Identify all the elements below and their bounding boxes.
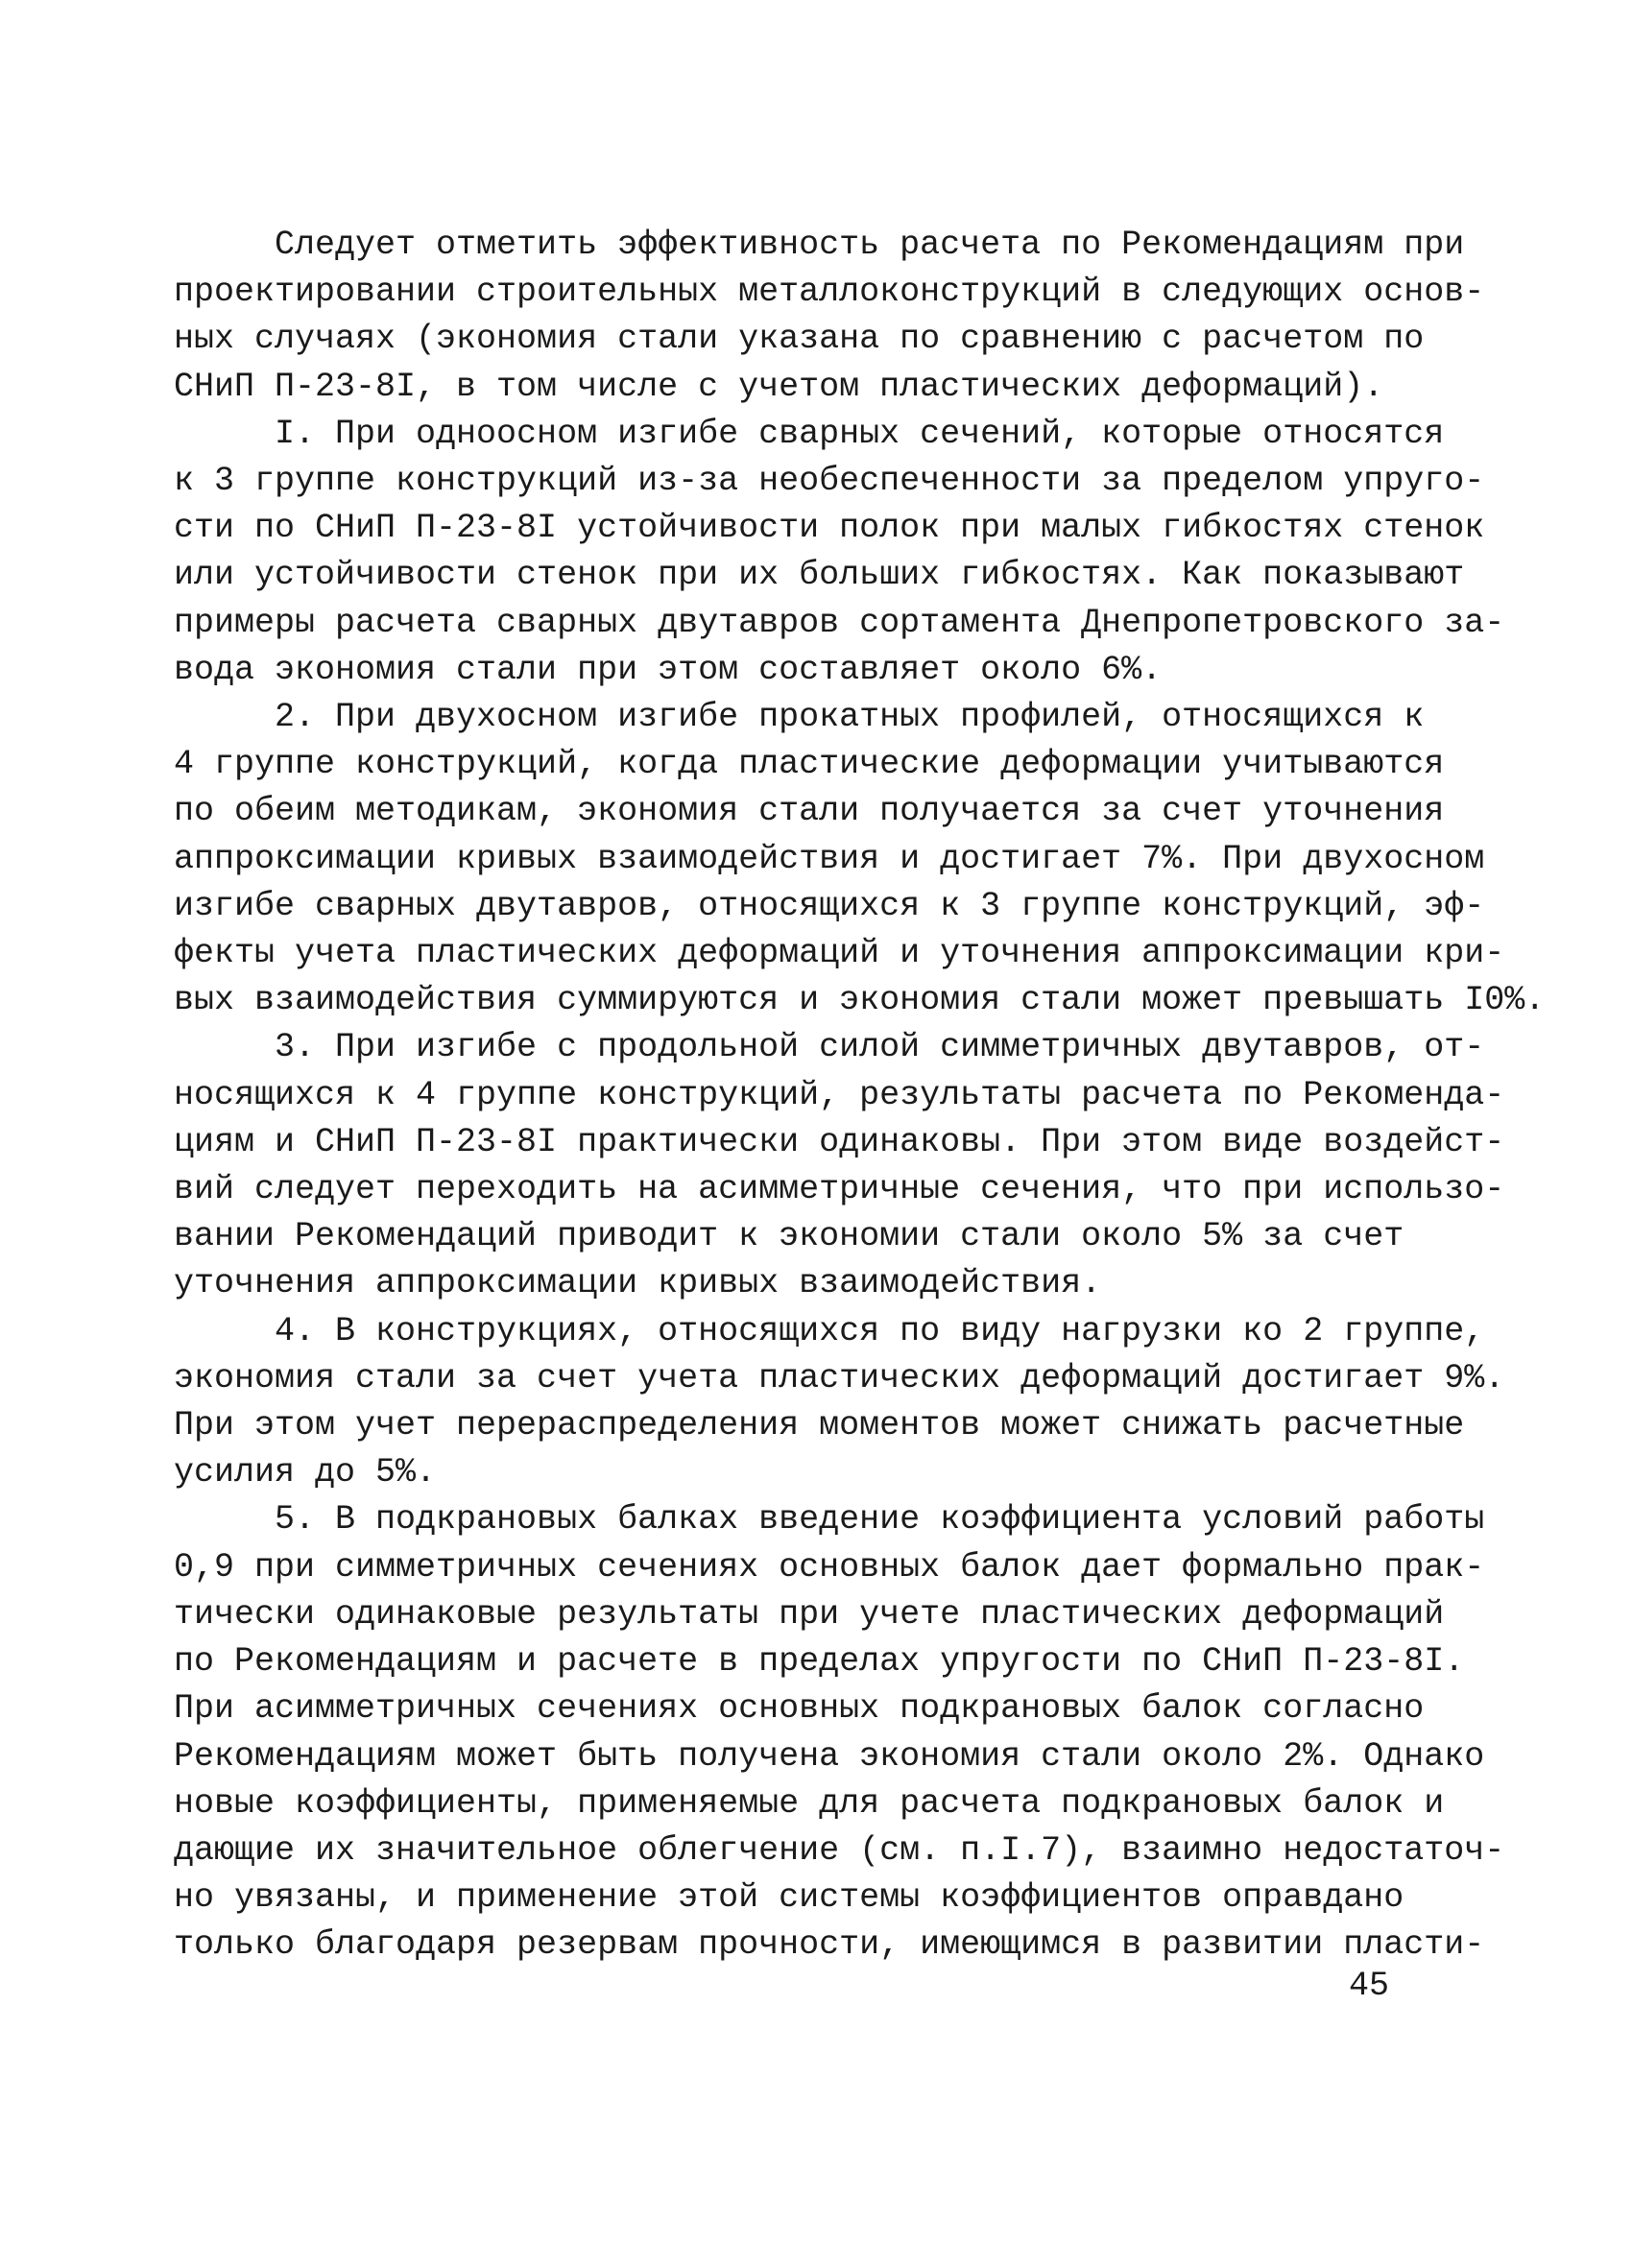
text-line: СНиП П-23-8I, в том числе с учетом пластических деформаций). xyxy=(174,367,1384,406)
text-line: новые коэффициенты, применяемые для расчета подкрановых балок и xyxy=(174,1783,1445,1823)
text-line: к 3 группе конструкций из-за необеспеченности за пределом упруго- xyxy=(174,462,1485,501)
page-body-text xyxy=(174,222,1546,1970)
text-line: носящихся к 4 группе конструкций, результаты расчета по Рекоменда- xyxy=(174,1075,1505,1114)
text-line: по Рекомендациям и расчете в пределах упругости по СНиП П-23-8I. xyxy=(174,1642,1465,1682)
text-line: аппроксимации кривых взаимодействия и достигает 7%. При двухосном xyxy=(174,839,1485,878)
text-line: ных случаях (экономия стали указана по сравнению с расчетом по xyxy=(174,320,1425,359)
text-line: При этом учет перераспределения моментов может снижать расчетные xyxy=(174,1406,1465,1445)
text-line: 3. При изгибе с продольной силой симметричных двутавров, от- xyxy=(174,1028,1485,1067)
text-line: Следует отметить эффективность расчета по Рекомендациям при xyxy=(174,226,1465,264)
text-line: только благодаря резервам прочности, имеющимся в развитии пласти- xyxy=(174,1925,1485,1965)
text-line: примеры расчета сварных двутавров сортамента Днепропетровского за- xyxy=(174,603,1505,642)
text-line: 4. В конструкциях, относящихся по виду нагрузки ко 2 группе, xyxy=(174,1311,1485,1350)
text-line: изгибе сварных двутавров, относящихся к 3 группе конструкций, эф- xyxy=(174,886,1485,925)
text-line: циям и СНиП П-23-8I практически одинаковы. При этом виде воздейст- xyxy=(174,1122,1505,1161)
text-line: экономия стали за счет учета пластических деформаций достигает 9%. xyxy=(174,1358,1505,1397)
text-line: фекты учета пластических деформаций и уточнения аппроксимации кри- xyxy=(174,934,1505,973)
text-line: или устойчивости стенок при их больших гибкостях. Как показывают xyxy=(174,556,1465,595)
text-line: 2. При двухосном изгибе прокатных профилей, относящихся к xyxy=(174,698,1425,737)
text-line: 5. В подкрановых балках введение коэффициента условий работы xyxy=(174,1500,1485,1540)
text-line: сти по СНиП П-23-8I устойчивости полок при малых гибкостях стенок xyxy=(174,509,1485,548)
text-line: усилия до 5%. xyxy=(174,1453,437,1492)
text-line: 4 группе конструкций, когда пластические деформации учитываются xyxy=(174,745,1445,784)
text-line: вий следует переходить на асимметричные сечения, что при использо- xyxy=(174,1170,1505,1209)
page-number: 45 xyxy=(1349,1967,1390,2005)
text-line: но увязаны, и применение этой системы коэффициентов оправдано xyxy=(174,1878,1404,1918)
text-line: При асимметричных сечениях основных подкрановых балок согласно xyxy=(174,1689,1425,1729)
text-line: по обеим методикам, экономия стали получается за счет уточнения xyxy=(174,792,1445,831)
text-line: вании Рекомендаций приводит к экономии стали около 5% за счет xyxy=(174,1217,1404,1256)
text-line: вода экономия стали при этом составляет около 6%. xyxy=(174,650,1163,689)
text-line: вых взаимодействия суммируются и экономия стали может превышать I0%. xyxy=(174,981,1546,1020)
text-line: дающие их значительное облегчение (см. п.I.7), взаимно недостаточ- xyxy=(174,1830,1505,1870)
text-line: I. При одноосном изгибе сварных сечений, которые относятся xyxy=(174,414,1445,453)
text-line: 0,9 при симметричных сечениях основных балок дает формально прак- xyxy=(174,1547,1485,1587)
text-line: проектировании строительных металлоконструкций в следующих основ- xyxy=(174,273,1485,312)
text-line: тически одинаковые результаты при учете пластических деформаций xyxy=(174,1594,1445,1634)
text-line: Рекомендациям может быть получена экономия стали около 2%. Однако xyxy=(174,1736,1485,1776)
text-line: уточнения аппроксимации кривых взаимодействия. xyxy=(174,1264,1102,1303)
